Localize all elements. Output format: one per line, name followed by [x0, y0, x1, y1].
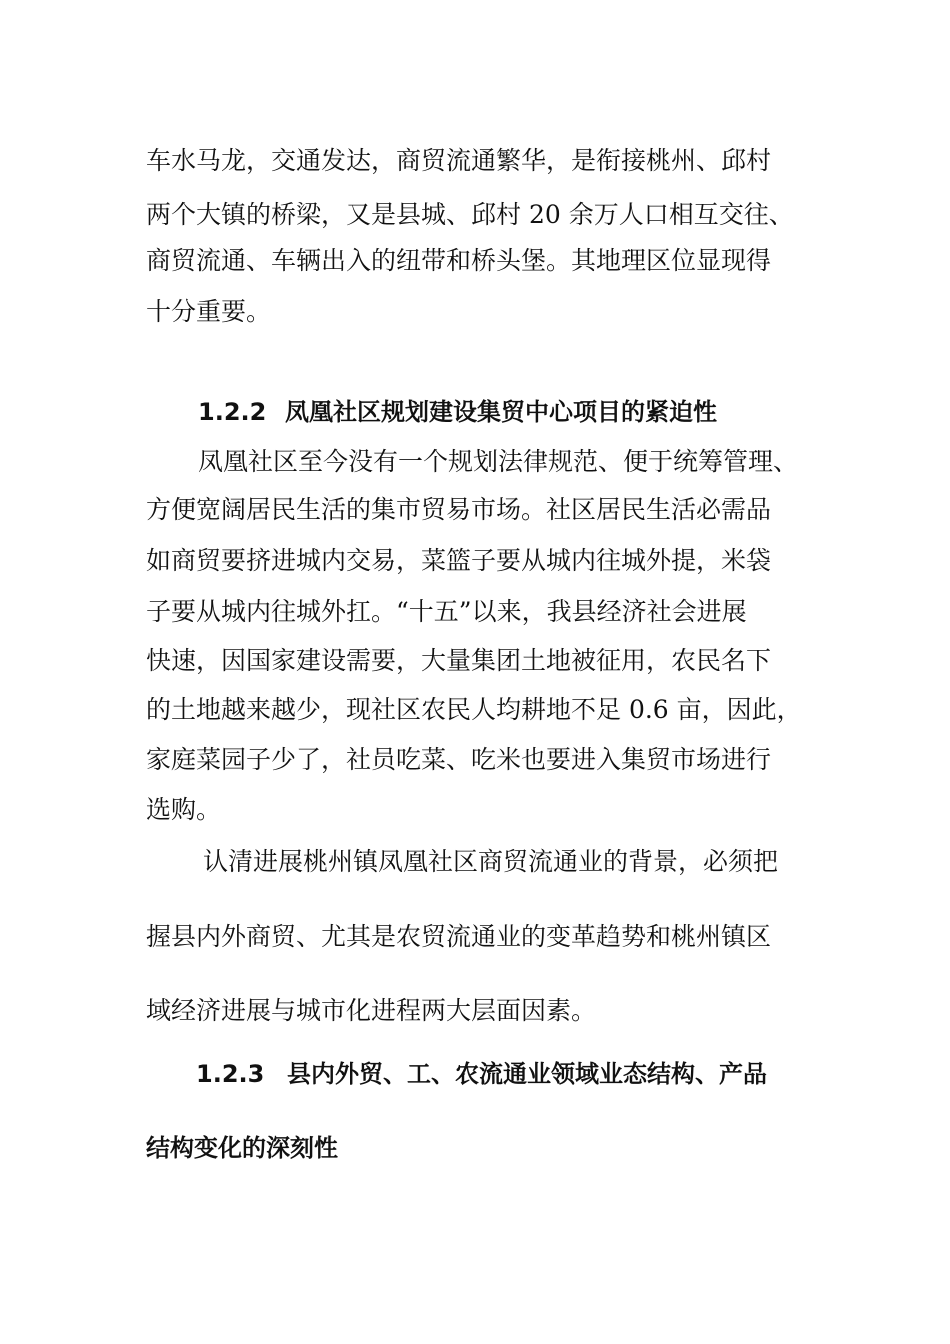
section-number: 1.2.3 [196, 1060, 265, 1088]
paragraph-1-line-3: 商贸流通、车辆出入的纽带和桥头堡。其地理区位显现得 [146, 246, 772, 275]
section-title: 凤凰社区规划建设集贸中心项目的紧迫性 [285, 398, 717, 426]
section-title-line-1: 县内外贸、工、农流通业领域业态结构、产品 [287, 1060, 767, 1088]
paragraph-2-line-3: 如商贸要挤进城内交易，菜篮子要从城内往城外提，米袋 [146, 546, 772, 575]
paragraph-2-line-6: 的土地越来越少，现社区农民人均耕地不足 0.6 亩，因此， [146, 695, 802, 724]
paragraph-2-line-8: 选购。 [146, 795, 222, 824]
paragraph-2-line-2: 方便宽阔居民生活的集市贸易市场。社区居民生活必需品 [146, 495, 772, 524]
paragraph-2-line-4: 子要从城内往城外扛。“十五”以来，我县经济社会进展 [146, 597, 747, 626]
paragraph-1-line-4: 十分重要。 [146, 297, 272, 326]
paragraph-3-line-3: 域经济进展与城市化进程两大层面因素。 [146, 996, 597, 1025]
paragraph-3-line-2: 握县内外商贸、尤其是农贸流通业的变革趋势和桃州镇区 [146, 922, 772, 951]
section-number: 1.2.2 [198, 398, 267, 426]
paragraph-1-line-2: 两个大镇的桥梁，又是县城、邱村 20 余万人口相互交往、 [146, 200, 794, 229]
paragraph-2-line-1: 凤凰社区至今没有一个规划法律规范、便于统筹管理、 [198, 447, 799, 476]
paragraph-2-line-7: 家庭菜园子少了，社员吃菜、吃米也要进入集贸市场进行 [146, 745, 772, 774]
paragraph-1-line-1: 车水马龙，交通发达，商贸流通繁华，是衔接桃州、邱村 [146, 146, 772, 175]
paragraph-2-line-5: 快速，因国家建设需要，大量集团土地被征用，农民名下 [146, 646, 772, 675]
section-title-line-2: 结构变化的深刻性 [146, 1134, 338, 1162]
paragraph-3-line-1: 认清进展桃州镇凤凰社区商贸流通业的背景，必须把 [203, 847, 779, 876]
